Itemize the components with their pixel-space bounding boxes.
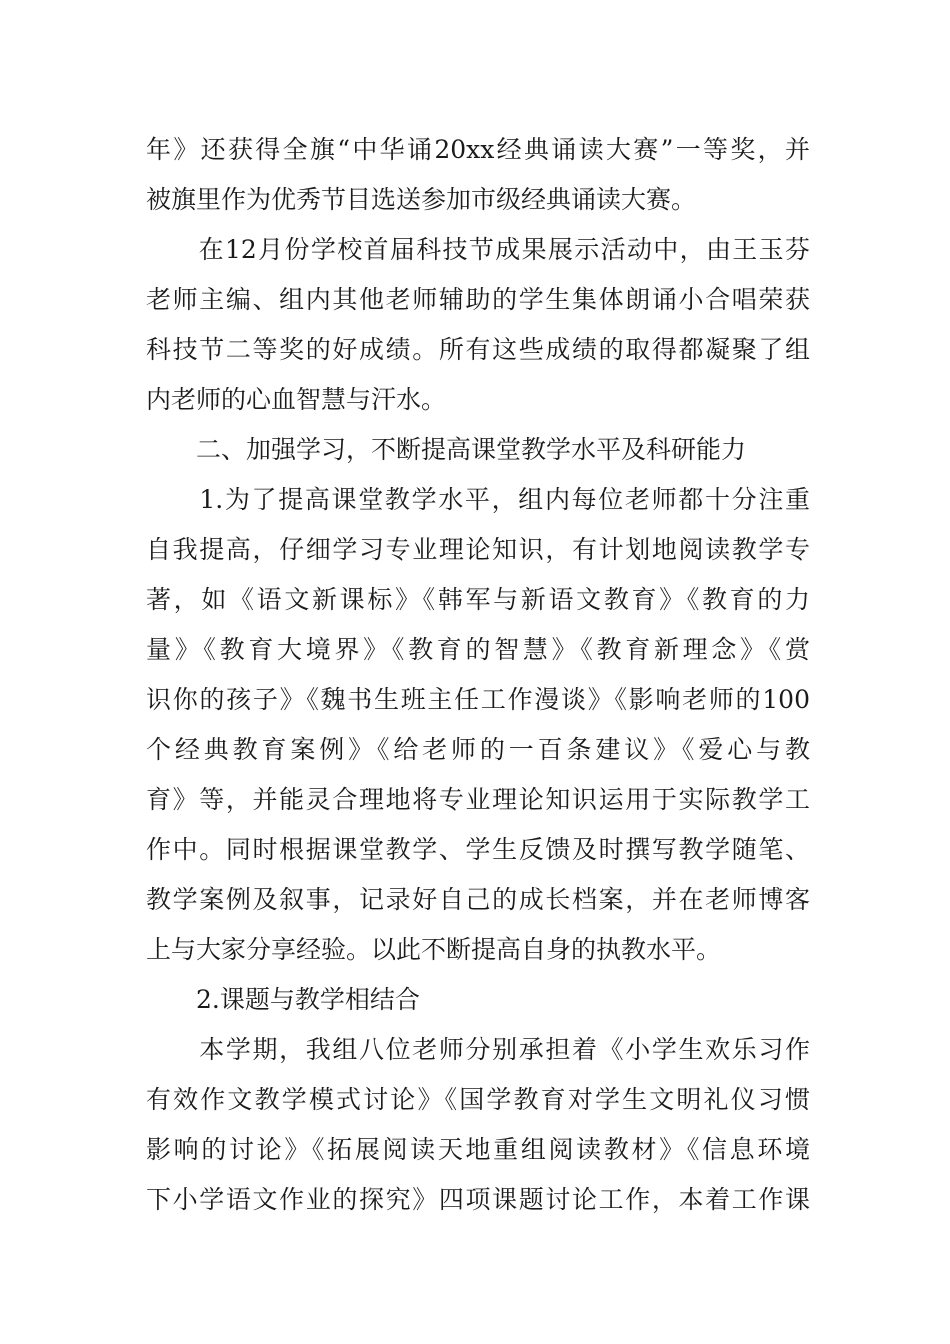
text-line: 个经典教育案例》《给老师的一百条建议》《爱心与教	[146, 735, 810, 764]
text-line: 识你的孩子》《魏书生班主任工作漫谈》《影响老师的100	[146, 685, 810, 714]
text-line: 育》等，并能灵合理地将专业理论知识运用于实际教学工	[146, 785, 810, 814]
text-line: 老师主编、组内其他老师辅助的学生集体朗诵小合唱荣获	[146, 285, 810, 314]
text-line: 科技节二等奖的好成绩。所有这些成绩的取得都凝聚了组	[146, 335, 810, 364]
text-line: 1.为了提高课堂教学水平，组内每位老师都十分注重	[146, 485, 810, 514]
text-line: 量》《教育大境界》《教育的智慧》《教育新理念》《赏	[146, 635, 810, 664]
text-line: 教学案例及叙事，记录好自己的成长档案，并在老师博客	[146, 885, 810, 914]
text-line: 被旗里作为优秀节目选送参加市级经典诵读大赛。	[146, 185, 697, 214]
section-heading: 二、加强学习，不断提高课堂教学水平及科研能力	[146, 435, 747, 464]
text-line: 影响的讨论》《拓展阅读天地重组阅读教材》《信息环境	[146, 1135, 810, 1164]
text-line: 自我提高，仔细学习专业理论知识，有计划地阅读教学专	[146, 535, 810, 564]
subsection-heading: 2.课题与教学相结合	[146, 985, 420, 1014]
text-line: 本学期，我组八位老师分别承担着《小学生欢乐习作	[146, 1035, 810, 1064]
text-line: 在12月份学校首届科技节成果展示活动中，由王玉芬	[146, 235, 810, 264]
text-line: 下小学语文作业的探究》四项课题讨论工作，本着工作课	[146, 1185, 810, 1214]
text-line: 有效作文教学模式讨论》《国学教育对学生文明礼仪习惯	[146, 1085, 810, 1114]
text-line: 作中。同时根据课堂教学、学生反馈及时撰写教学随笔、	[146, 835, 810, 864]
text-line: 著，如《语文新课标》《韩军与新语文教育》《教育的力	[146, 585, 810, 614]
text-line: 年》还获得全旗“中华诵20xx经典诵读大赛”一等奖，并	[146, 135, 810, 164]
text-line: 上与大家分享经验。以此不断提高自身的执教水平。	[146, 935, 722, 964]
text-line: 内老师的心血智慧与汗水。	[146, 385, 447, 414]
